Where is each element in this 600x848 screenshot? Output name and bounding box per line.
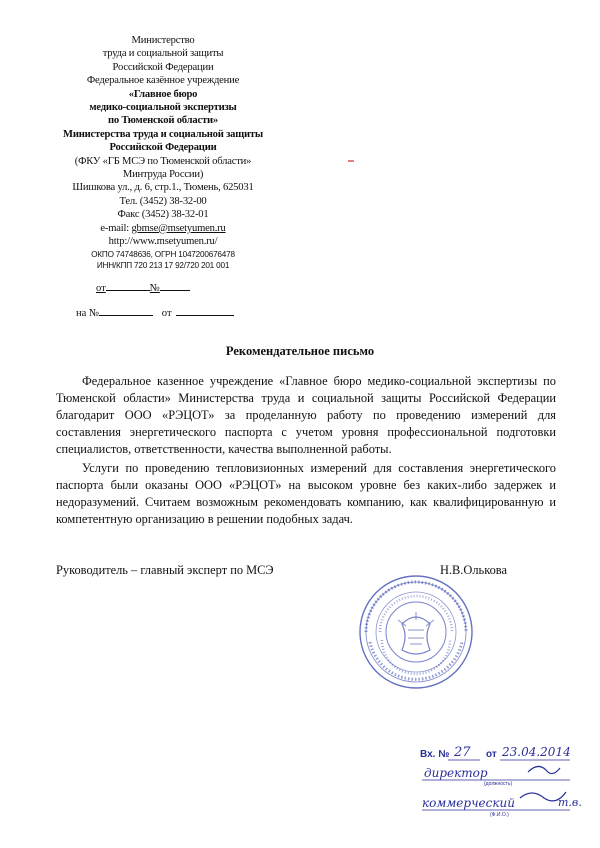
inbox-handwritten-line1: директор	[424, 766, 488, 780]
outgoing-date-blank	[106, 280, 150, 291]
to-no-label: на №	[76, 308, 100, 319]
outgoing-ref	[96, 280, 190, 294]
inbox-handwritten-line2: коммерческий	[422, 796, 515, 810]
letterhead-line: Министерства труда и социальной защиты	[63, 128, 263, 140]
incoming-registration-stamp	[420, 745, 590, 828]
letterhead-line: Минтруда России)	[122, 169, 204, 181]
paragraph-1: Федеральное казенное учреждение «Главное бюро медико-социальной экспертизы по Тюменской области» Министерства труда и социальной защиты Российской Федерации благодарит ООО «РЭЦОТ» за проделанную работу по проведению измерений для составления энергетического паспорта с учетом уровня профессиональной подготовки специалистов, ответственности, качества выполненной работы.	[56, 374, 556, 456]
inbox-number: 27	[454, 745, 471, 760]
signatory-name: Н.В.Олькова	[440, 563, 507, 577]
website-link[interactable]: http://www.msetyumen.ru/	[108, 236, 218, 248]
outgoing-no-blank	[160, 280, 190, 291]
letterhead-line: Министерство	[131, 35, 195, 46]
letterhead-line: Российской Федерации	[109, 142, 217, 154]
to-no-blank	[99, 305, 153, 316]
outgoing-no-label: №	[149, 283, 160, 294]
letterhead-line: медико-социальной экспертизы	[89, 102, 237, 114]
letterhead-line: Российской Федерации	[112, 61, 214, 73]
letterhead-line: «Главное бюро	[128, 88, 198, 100]
inbox-handwritten-line3: т.в.	[558, 796, 582, 809]
inbox-caption-name: (Ф.И.О.)	[490, 812, 509, 818]
incoming-ref	[76, 305, 234, 319]
red-mark	[348, 160, 354, 162]
letterhead-line: (ФКУ «ГБ МСЭ по Тюменской области»	[74, 155, 252, 167]
letterhead	[58, 34, 268, 271]
outgoing-from-label: от	[96, 283, 106, 294]
okpo-line: ОКПО 74748636, ОГРН 1047200676478	[91, 249, 235, 259]
to-date-blank	[176, 305, 234, 316]
email-link[interactable]: gbmse@msetyumen.ru	[131, 222, 226, 234]
letterhead-line: Федеральное казённое учреждение	[86, 75, 240, 87]
inn-line: ИНН/КПП 720 213 17 92/720 201 001	[96, 260, 230, 270]
letterhead-line: Тел. (3452) 38-32-00	[119, 195, 207, 207]
letterhead-line: по Тюменской области»	[108, 115, 218, 127]
letter-title: Рекомендательное письмо	[225, 344, 375, 358]
inbox-number-label: Вх. №	[420, 749, 450, 760]
inbox-date: 23.04.2014	[502, 745, 571, 759]
signatory-position: Руководитель – главный эксперт по МСЭ	[56, 563, 274, 577]
to-from-label: от	[161, 308, 172, 319]
paragraph-2: Услуги по проведению тепловизионных измерений для составления энергетического паспорта были оказаны ООО «РЭЦОТ» на высоком уровне без каких-либо задержек и недоразумений. Считаем возможным рекомендовать компанию, как квалифицированную и компетентную организацию в решении подобных задач.	[56, 461, 556, 526]
official-seal-stamp	[358, 574, 474, 690]
inbox-date-label: от	[486, 749, 497, 760]
email-line	[58, 222, 268, 235]
letterhead-line: Шишкова ул., д. 6, стр.1., Тюмень, 625031	[72, 182, 254, 194]
letterhead-line: труда и социальной защиты	[102, 48, 224, 60]
letterhead-line: Факс (3452) 38-32-01	[117, 209, 209, 221]
email-prefix: e-mail:	[100, 222, 132, 234]
inbox-caption-position: (должность)	[484, 781, 513, 787]
